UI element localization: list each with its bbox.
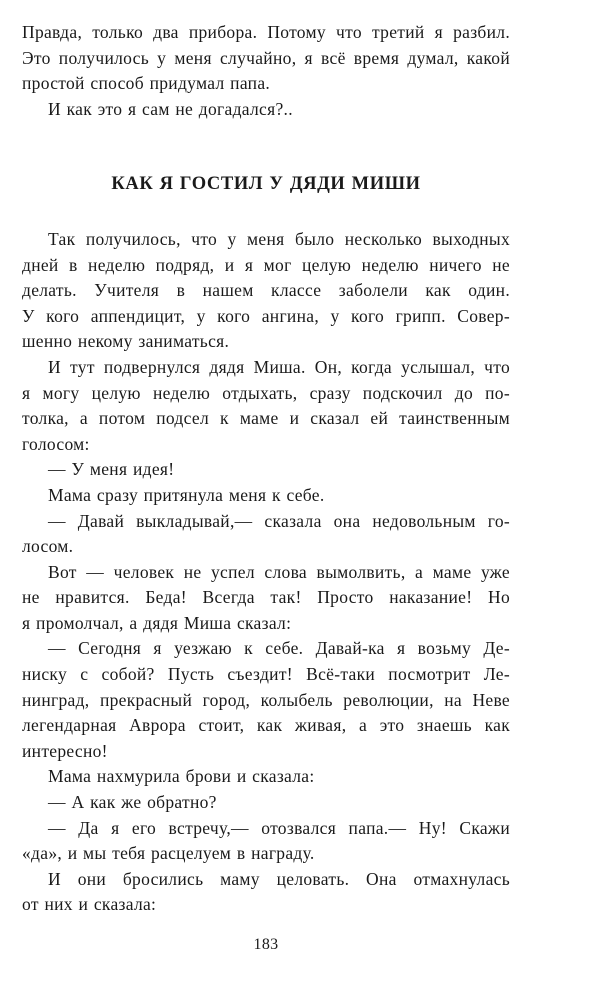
text-line: я промолчал, а дядя Миша сказал: (22, 612, 292, 633)
text-line: И как это я сам не догадался?.. (48, 98, 293, 119)
text-line: Мама сразу притянула меня к себе. (48, 484, 325, 505)
text-line: Так получилось, что у меня было несколько выходных (48, 228, 510, 249)
text-line: нинград, прекрасный город, колыбель революции, на Неве (22, 689, 510, 710)
text-line: дней в неделю подряд, и я мог целую неделю ничего не (22, 254, 510, 275)
text-line: шенно некому заниматься. (22, 331, 230, 352)
text-line: я могу целую неделю отдыхать, сразу подскочил до по- (22, 382, 510, 403)
text-line: — Да я его встречу,— отозвался папа.— Ну! Скажи (48, 817, 510, 838)
text-line: голосом: (22, 433, 90, 454)
text-line: Вот — человек не успел слова вымолвить, а маме уже (48, 561, 510, 582)
chapter-title: КАК Я ГОСТИЛ У ДЯДИ МИШИ (111, 174, 421, 195)
text-line: — А как же обратно? (48, 792, 217, 813)
text-line: толка, а потом подсел к маме и сказал ей таинственным (22, 408, 510, 429)
text-line: И тут подвернулся дядя Миша. Он, когда услышал, что (48, 356, 510, 377)
text-line: интересно! (22, 740, 108, 761)
text-line: ниску с собой? Пусть съездит! Всё-таки посмотрит Ле- (22, 664, 510, 685)
text-line: от них и сказала: (22, 894, 157, 915)
text-line: У кого аппендицит, у кого ангина, у кого грипп. Совер- (22, 305, 510, 326)
text-line: простой способ придумал папа. (22, 73, 271, 94)
text-line: делать. Учителя в нашем классе заболели как один. (22, 280, 510, 301)
text-line: — У меня идея! (48, 459, 175, 480)
text-line: легендарная Аврора стоит, как живая, а это знаешь как (22, 715, 510, 736)
text-line: «да», и мы тебя расцелуем в награду. (22, 843, 315, 864)
text-line: не нравится. Беда! Всегда так! Просто наказание! Но (22, 587, 510, 608)
text-line: Мама нахмурила брови и сказала: (48, 766, 315, 787)
text-line: — Сегодня я уезжаю к себе. Давай-ка я возьму Де- (48, 638, 510, 659)
text-line: — Давай выкладывай,— сказала она недовольным го- (48, 510, 510, 531)
page-number: 183 (253, 936, 279, 953)
text-line: И они бросились маму целовать. Она отмахнулась (48, 868, 510, 889)
text-line: лосом. (22, 536, 74, 557)
chapter-body-text (22, 227, 510, 918)
text-line: Правда, только два прибора. Потому что третий я разбил. (22, 22, 510, 42)
text-line: Это получилось у меня случайно, я всё время думал, какой (22, 47, 510, 68)
opening-text (22, 20, 510, 122)
book-page (22, 20, 510, 958)
